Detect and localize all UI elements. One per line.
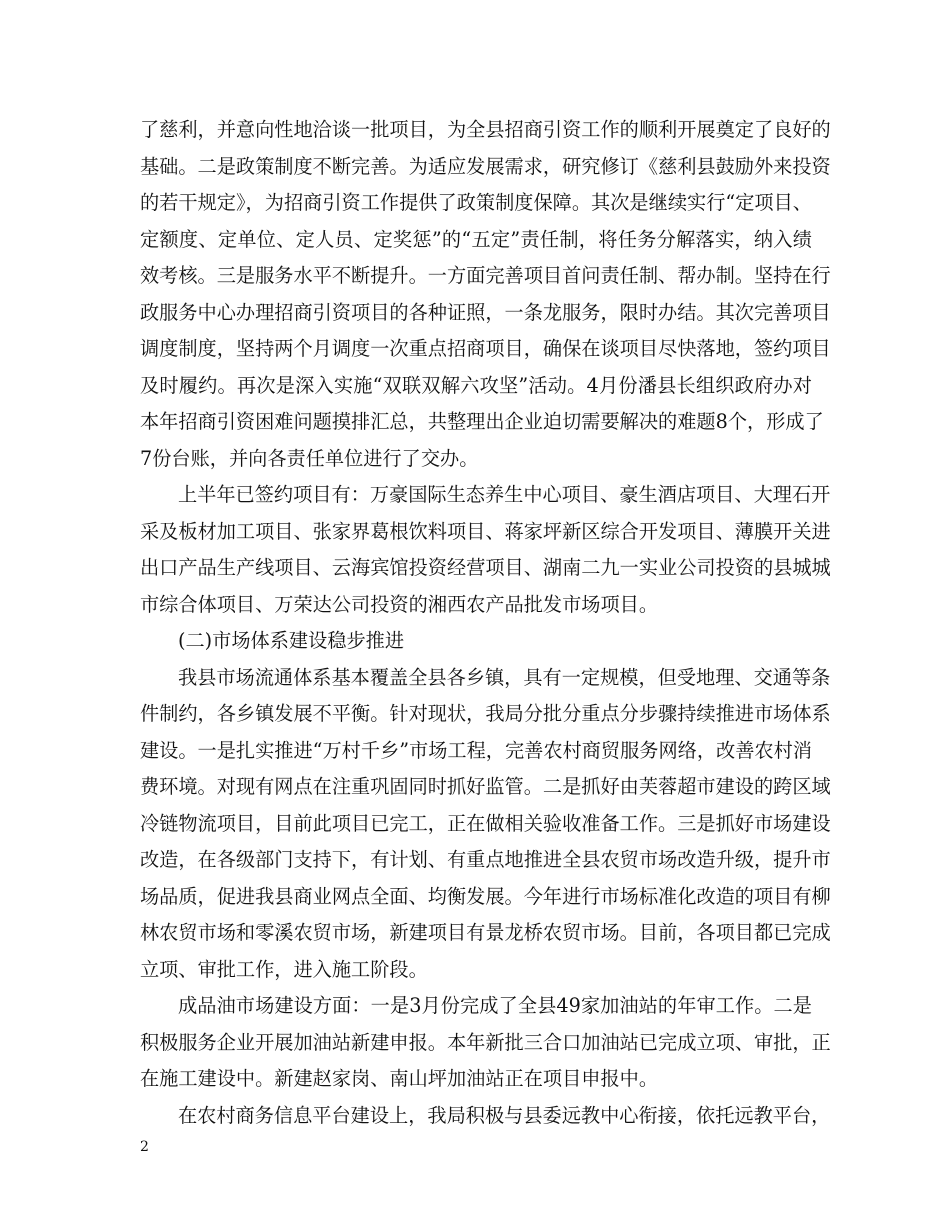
text-line: 定额度、定单位、定人员、定奖惩”的“五定”责任制，将任务分解落实，纳入绩 xyxy=(140,227,812,251)
text-line: 场品质，促进我县商业网点全面、均衡发展。今年进行市场标准化改造的项目有柳 xyxy=(140,884,831,908)
text-line: 件制约，各乡镇发展不平衡。针对现状，我局分批分重点分步骤持续推进市场体系 xyxy=(140,702,831,725)
text-line: 建设。一是扎实推进“万村千乡”市场工程，完善农村商贸服务网络，改善农村消 xyxy=(140,738,812,762)
section-heading xyxy=(140,623,812,660)
text-line: 积极服务企业开展加油站新建申报。本年新批三合口加油站已完成立项、审批，正 xyxy=(140,1030,831,1054)
document-body xyxy=(140,112,831,1134)
paragraph-signed-projects xyxy=(140,477,831,623)
text-line: 效考核。三是服务水平不断提升。一方面完善项目首问责任制、帮办制。坚持在行 xyxy=(140,264,831,287)
page-number: 2 xyxy=(140,1139,149,1155)
text-line: 采及板材加工项目、张家界葛根饮料项目、蒋家坪新区综合开发项目、薄膜开关进 xyxy=(140,519,831,543)
text-line: 林农贸市场和零溪农贸市场，新建项目有景龙桥农贸市场。目前，各项目都已完成 xyxy=(140,921,831,944)
paragraph-investment-continued xyxy=(140,112,831,477)
paragraph-fuel-market xyxy=(140,988,831,1098)
text-line: 本年招商引资困难问题摸排汇总，共整理出企业迫切需要解决的难题8个，形成了 xyxy=(140,410,824,433)
text-line: 在农村商务信息平台建设上，我局积极与县委远教中心衔接，依托远教平台， xyxy=(178,1103,831,1127)
paragraph-market-system xyxy=(140,660,831,989)
text-line: 改造，在各级部门支持下，有计划、有重点地推进全县农贸市场改造升级，提升市 xyxy=(140,848,831,871)
paragraph-rural-platform xyxy=(140,1098,831,1135)
text-line: 立项、审批工作，进入施工阶段。 xyxy=(140,957,428,981)
text-line: 上半年已签约项目有：万豪国际生态养生中心项目、豪生酒店项目、大理石开 xyxy=(178,483,831,506)
text-line: 的若干规定》，为招商引资工作提供了政策制度保障。其次是继续实行“定项目、 xyxy=(140,191,812,214)
text-line: 调度制度，坚持两个月调度一次重点招商项目，确保在谈项目尽快落地，签约项目 xyxy=(140,337,831,360)
text-line: 了慈利，并意向性地洽谈一批项目，为全县招商引资工作的顺利开展奠定了良好的 xyxy=(140,118,831,141)
text-line: 费环境。对现有网点在注重巩固同时抓好监管。二是抓好由芙蓉超市建设的跨区域 xyxy=(140,775,831,798)
text-line: 基础。二是政策制度不断完善。为适应发展需求，研究修订《慈利县鼓励外来投资 xyxy=(140,154,831,178)
text-line: 市综合体项目、万荣达公司投资的湘西农产品批发市场项目。 xyxy=(140,592,659,616)
text-line: 冷链物流项目，目前此项目已完工，正在做相关验收准备工作。三是抓好市场建设 xyxy=(140,811,831,835)
text-line: 及时履约。再次是深入实施“双联双解六攻坚”活动。4月份潘县长组织政府办对 xyxy=(140,373,812,397)
section-heading-text: (二)市场体系建设稳步推进 xyxy=(178,629,405,652)
text-line: 我县市场流通体系基本覆盖全县各乡镇，具有一定规模，但受地理、交通等条 xyxy=(178,665,831,689)
text-line: 政服务中心办理招商引资项目的各种证照，一条龙服务，限时办结。其次完善项目 xyxy=(140,300,831,324)
text-line: 7份台账，并向各责任单位进行了交办。 xyxy=(140,446,479,470)
text-line: 在施工建设中。新建赵家岗、南山坪加油站正在项目申报中。 xyxy=(140,1067,659,1090)
text-line: 出口产品生产线项目、云海宾馆投资经营项目、湖南二九一实业公司投资的县城城 xyxy=(140,556,831,579)
text-line: 成品油市场建设方面：一是3月份完成了全县49家加油站的年审工作。二是 xyxy=(178,994,812,1017)
